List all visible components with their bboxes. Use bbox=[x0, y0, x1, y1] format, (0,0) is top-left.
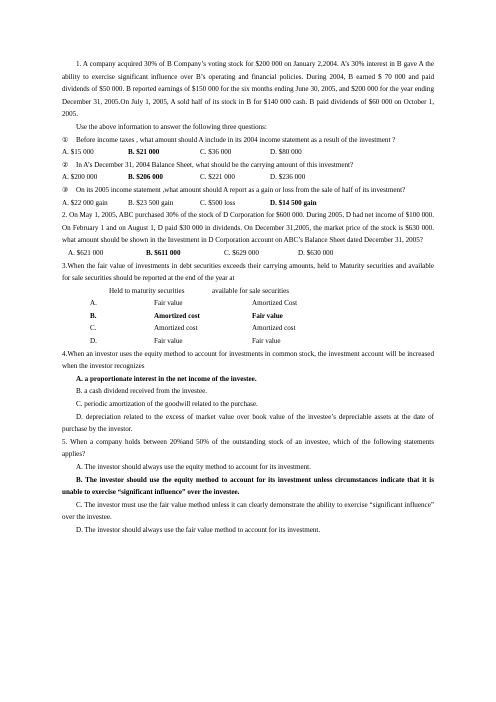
option: B. a cash dividend received from the investee. bbox=[76, 387, 207, 396]
option: A. $621 000 bbox=[68, 248, 104, 257]
option: D. depreciation related to the excess of market value over book value of the investee’s depreciable assets at the date of purchase by the investor. bbox=[62, 412, 434, 434]
option: D. $236 000 bbox=[270, 173, 306, 182]
cell-htm: Amortized cost bbox=[154, 311, 200, 320]
option: C. $221 000 bbox=[200, 173, 235, 182]
cell-htm: Amortized cost bbox=[154, 324, 198, 333]
option: D. $80 000 bbox=[270, 148, 302, 157]
cell-htm: Fair value bbox=[154, 299, 183, 308]
option: B. $23 500 gain bbox=[128, 198, 174, 207]
option: D. $14 500 gain bbox=[270, 198, 317, 207]
column-header: available for sale securities bbox=[212, 286, 290, 295]
q1-sub-1-marker: ① bbox=[62, 135, 69, 144]
option: B. $611 000 bbox=[146, 248, 181, 257]
q1-sub-3-text: On its 2005 income statement ,what amount should A report as a gain or loss from the sale of half of its investment? bbox=[76, 185, 406, 194]
cell-afs: Fair value bbox=[252, 311, 283, 320]
cell-htm: Fair value bbox=[154, 337, 183, 346]
option: A. $15 000 bbox=[62, 148, 94, 157]
row-letter: D. bbox=[90, 337, 97, 346]
option: A. $22 000 gain bbox=[62, 198, 108, 207]
option: A. a proportionate interest in the net income of the investee. bbox=[76, 374, 257, 383]
table-row bbox=[62, 322, 297, 335]
option: C. periodic amortization of the goodwill related to the purchase. bbox=[76, 400, 258, 409]
option: B. $206 000 bbox=[128, 173, 163, 182]
q1-sub-2-options bbox=[62, 171, 434, 184]
table-header-row bbox=[62, 285, 297, 298]
option: A. The investor should always use the equity method to account for its investment. bbox=[76, 463, 311, 471]
q1-sub-1-text: Before income taxes , what amount should A include in its 2004 income statement as a result of the investment ? bbox=[76, 135, 396, 144]
cell-afs: Amortized Cost bbox=[252, 299, 298, 308]
option: C. The investor must use the fair value method unless it can clearly demonstrate the ability to exercise “significant influence” over the investee. bbox=[62, 500, 434, 522]
cell-afs: Fair value bbox=[252, 337, 281, 346]
q1-sub-2 bbox=[62, 159, 434, 184]
q1-sub-3-marker: ③ bbox=[62, 185, 69, 194]
option: C. $500 loss bbox=[200, 198, 236, 207]
q1-sub-2-marker: ② bbox=[62, 160, 69, 169]
cell-afs: Amortized cost bbox=[252, 324, 296, 333]
q1-sub-2-text: In A’s December 31, 2004 Balance Sheet, what should be the carrying amount of this investment? bbox=[76, 160, 354, 169]
option: D. The investor should always use the fair value method to account for its investment. bbox=[76, 525, 321, 534]
option: A. $200 000 bbox=[62, 173, 98, 182]
table-row bbox=[62, 297, 297, 310]
row-letter: C. bbox=[90, 324, 97, 333]
option: C. $629 000 bbox=[224, 248, 259, 257]
q1-sub-3-options bbox=[62, 197, 434, 210]
option: C. $36 000 bbox=[200, 148, 232, 157]
option: D. $630 000 bbox=[298, 248, 334, 257]
document-page bbox=[62, 58, 434, 537]
option: B. The investor should use the equity method to account for its investment unless circumstances indicate that it is unable to exercise “significant influence” over the investee. bbox=[62, 475, 434, 497]
q2-options bbox=[62, 247, 434, 260]
q1-note: Use the above information to answer the following three questions: bbox=[76, 122, 267, 131]
q4-text: 4.When an investor uses the equity method to account for investments in common stock, the investment account will be increased when the investor recognizes bbox=[62, 349, 434, 371]
q1-sub-1 bbox=[62, 134, 434, 159]
table-row bbox=[62, 335, 297, 348]
q1-intro: 1. A company acquired 30% of B Company’s voting stock for $200 000 on January 2,2004. A’s 30% interest in B gave A the ability to exercise significant influence over B’s operating and financial policies. During 2004, B earned $ 70 000 and paid dividends of $50 000. B reported earnings of $150 000 for the six months ending June 30, 2005, and $200 000 for the year ending December 31, 2005.On July 1, 2005, A sold half of its stock in B for $140 000 cash. B paid dividends of $60 000 on October 1, 2005. bbox=[62, 60, 434, 119]
row-letter: B. bbox=[90, 311, 97, 320]
q3-answer-table bbox=[62, 285, 297, 348]
q1-sub-3 bbox=[62, 184, 434, 209]
row-letter: A. bbox=[90, 299, 97, 308]
q2-text: 2. On May 1, 2005, ABC purchased 30% of the stock of D Corporation for $600 000. During 2005, D had net income of $100 000. On February 1 and on August 1, D paid $30 000 in dividends. On December 31,2005, the market price of the stock is $630 000. what amount should be shown in the Investment in D Corporation account on ABC’s Balance Sheet dated December 31, 2005? bbox=[62, 211, 434, 245]
q1-sub-1-options bbox=[62, 146, 434, 159]
option: B. $21 000 bbox=[128, 148, 160, 157]
table-row bbox=[62, 310, 297, 323]
column-header: Held to maturity securities bbox=[109, 286, 185, 295]
q3-text: 3.When the fair value of investments in debt securities exceeds their carrying amounts, held to Maturity securities and available for sale securities should be reported at the end of the year at bbox=[62, 261, 434, 283]
q5-text: 5. When a company holds between 20%and 50% of the outstanding stock of an investee, which of the following statements applies? bbox=[62, 437, 434, 459]
